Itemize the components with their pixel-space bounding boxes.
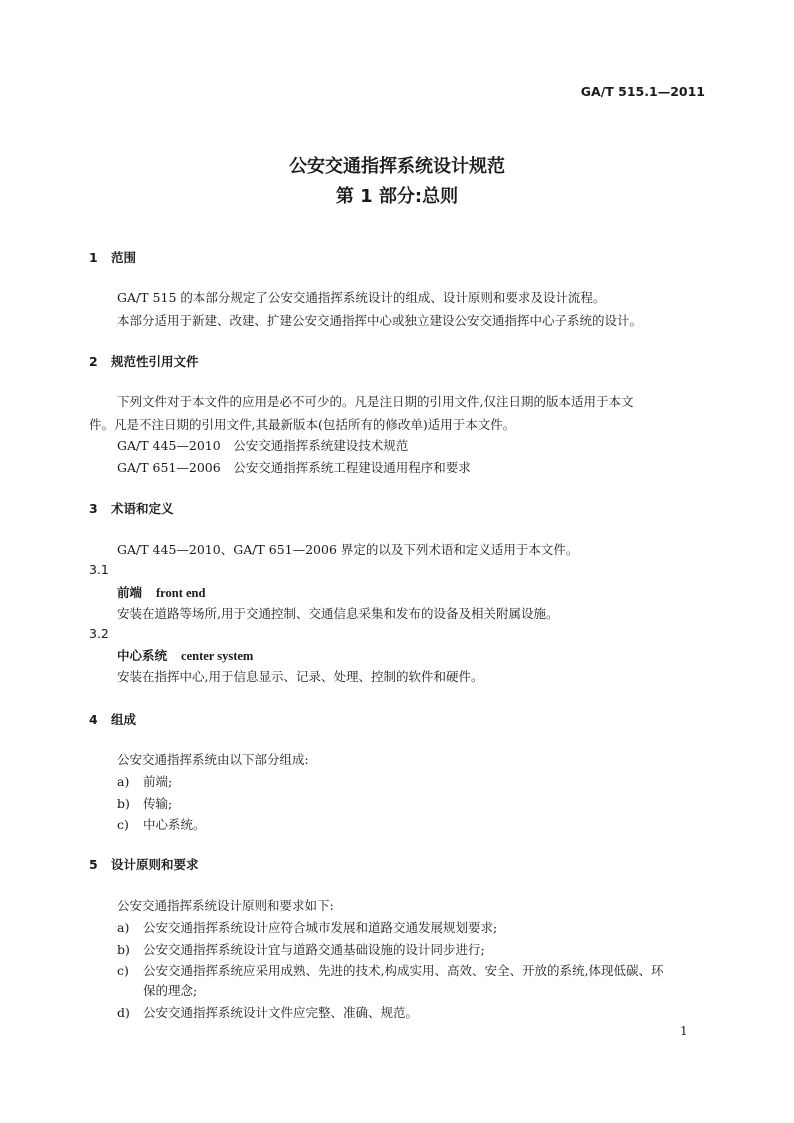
page-number: 1 <box>680 1024 688 1038</box>
paragraph: 本部分适用于新建、改建、扩建公安交通指挥中心或独立建设公安交通指挥中心子系统的设计。 <box>117 313 643 328</box>
list-item-continued: 保的理念; <box>143 983 198 998</box>
paragraph: 公安交通指挥系统由以下部分组成: <box>117 752 309 767</box>
term-definition: 安装在道路等场所,用于交通控制、交通信息采集和发布的设备及相关附属设施。 <box>117 606 559 621</box>
section-number: 4 <box>89 712 98 727</box>
list-item-text: 公安交通指挥系统设计应符合城市发展和道路交通发展规划要求; <box>143 920 498 935</box>
list-item <box>117 918 497 936</box>
list-item-text: 公安交通指挥系统应采用成熟、先进的技术,构成实用、高效、安全、开放的系统,体现低碳、环 <box>143 963 664 978</box>
list-item <box>117 772 172 790</box>
section-title: 规范性引用文件 <box>111 354 199 369</box>
term-english: front end <box>156 586 206 600</box>
term-chinese: 前端 <box>117 585 143 600</box>
list-item <box>117 794 172 812</box>
reference-item: GA/T 651—2006 公安交通指挥系统工程建设通用程序和要求 <box>117 460 471 475</box>
document-title: 公安交通指挥系统设计规范 <box>289 156 505 177</box>
section-number: 3 <box>89 501 98 516</box>
list-item-text: 传输; <box>143 796 173 811</box>
document-subtitle: 第 1 部分:总则 <box>335 186 459 207</box>
list-marker: c) <box>117 817 129 832</box>
term-definition: 安装在指挥中心,用于信息显示、记录、处理、控制的软件和硬件。 <box>117 669 484 684</box>
term-heading <box>117 583 205 601</box>
section-1-heading <box>89 248 136 266</box>
section-number: 1 <box>89 250 98 265</box>
list-item-text: 前端; <box>143 774 173 789</box>
section-title: 组成 <box>111 712 137 727</box>
section-number: 5 <box>89 857 98 872</box>
list-marker: a) <box>117 920 130 935</box>
standard-number: GA/T 515.1—2011 <box>580 84 705 99</box>
list-marker: b) <box>117 942 130 957</box>
paragraph: GA/T 515 的本部分规定了公安交通指挥系统设计的组成、设计原则和要求及设计流程。 <box>117 290 606 305</box>
list-item <box>117 815 206 833</box>
section-title: 术语和定义 <box>111 501 174 516</box>
term-heading <box>117 646 253 664</box>
term-english: center system <box>181 649 254 663</box>
list-marker: b) <box>117 796 130 811</box>
list-item <box>117 961 663 979</box>
reference-item: GA/T 445—2010 公安交通指挥系统建设技术规范 <box>117 438 409 453</box>
paragraph: 公安交通指挥系统设计原则和要求如下: <box>117 898 334 913</box>
list-marker: a) <box>117 774 130 789</box>
paragraph: 下列文件对于本文件的应用是必不可少的。凡是注日期的引用文件,仅注日期的版本适用于本文 <box>117 394 634 409</box>
list-item-text: 公安交通指挥系统设计文件应完整、准确、规范。 <box>143 1005 419 1020</box>
list-marker: c) <box>117 963 129 978</box>
list-marker: d) <box>117 1005 130 1020</box>
term-number: 3.1 <box>89 562 109 577</box>
list-item-text: 公安交通指挥系统设计宜与道路交通基础设施的设计同步进行; <box>143 942 485 957</box>
section-2-heading <box>89 352 199 370</box>
paragraph-continued: 件。凡是不注日期的引用文件,其最新版本(包括所有的修改单)适用于本文件。 <box>89 417 516 432</box>
section-number: 2 <box>89 354 98 369</box>
term-chinese: 中心系统 <box>117 648 168 663</box>
section-title: 设计原则和要求 <box>111 857 199 872</box>
list-item <box>117 940 485 958</box>
section-4-heading <box>89 710 136 728</box>
section-3-heading <box>89 499 174 517</box>
section-5-heading <box>89 855 199 873</box>
paragraph: GA/T 445—2010、GA/T 651—2006 界定的以及下列术语和定义适用于本文件。 <box>117 542 579 557</box>
term-number: 3.2 <box>89 626 109 641</box>
list-item <box>117 1003 418 1021</box>
section-title: 范围 <box>111 250 137 265</box>
list-item-text: 中心系统。 <box>143 817 206 832</box>
